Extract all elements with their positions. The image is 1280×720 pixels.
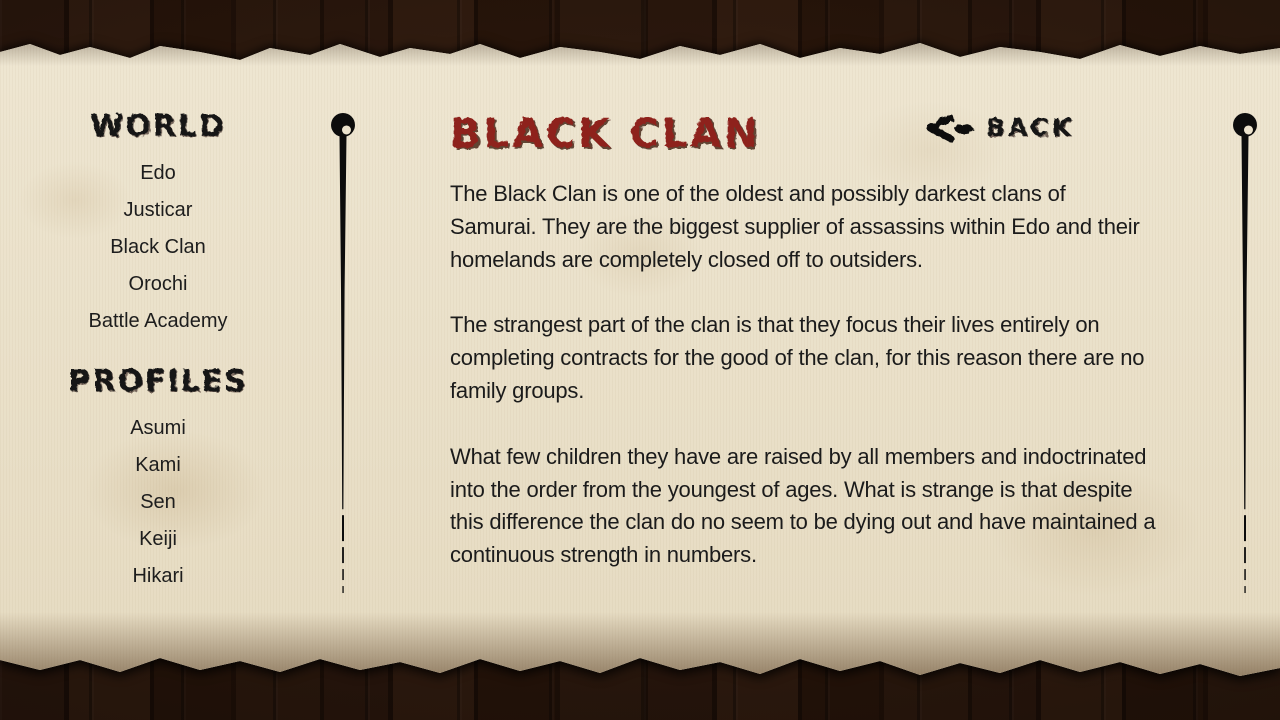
sidebar-item-keiji[interactable]: Keiji xyxy=(139,527,177,550)
article-paragraph: What few children they have are raised by all members and indoctrinated into the order from the youngest of ages. What is strange is that despite this difference the clan do no seem to be dying out and have maintained a continuous strength in numbers. xyxy=(450,443,1156,568)
sidebar-item-asumi[interactable]: Asumi xyxy=(130,416,186,439)
article-body xyxy=(450,178,1156,572)
page-title: BLACK CLAN xyxy=(450,111,761,157)
sidebar-item-hikari[interactable]: Hikari xyxy=(132,564,184,587)
sidebar-item-sen[interactable]: Sen xyxy=(140,490,176,513)
codex-sidebar xyxy=(33,110,283,594)
profiles-section-heading: PROFILES xyxy=(68,364,248,399)
codex-article xyxy=(450,112,1156,572)
back-arrow-icon xyxy=(922,114,976,142)
world-section-heading: WORLD xyxy=(90,109,226,144)
brush-needle-divider-left xyxy=(330,110,356,604)
back-button-label: BACK xyxy=(986,113,1075,142)
sidebar-item-orochi[interactable]: Orochi xyxy=(128,272,188,295)
article-paragraph: The strangest part of the clan is that they focus their lives entirely on completing contracts for the good of the clan, for this reason there are no family groups. xyxy=(450,312,1145,403)
sidebar-item-battle-academy[interactable]: Battle Academy xyxy=(88,309,228,332)
sidebar-item-edo[interactable]: Edo xyxy=(140,161,176,184)
article-paragraph: The Black Clan is one of the oldest and possibly darkest clans of Samurai. They are the biggest supplier of assassins within Edo and their homelands are completely closed off to outsiders. xyxy=(450,181,1140,272)
sidebar-item-kami[interactable]: Kami xyxy=(135,453,181,476)
sidebar-item-black-clan[interactable]: Black Clan xyxy=(110,235,206,258)
brush-needle-divider-right xyxy=(1232,110,1258,604)
back-button[interactable] xyxy=(922,114,1074,142)
sidebar-item-justicar[interactable]: Justicar xyxy=(123,198,193,221)
